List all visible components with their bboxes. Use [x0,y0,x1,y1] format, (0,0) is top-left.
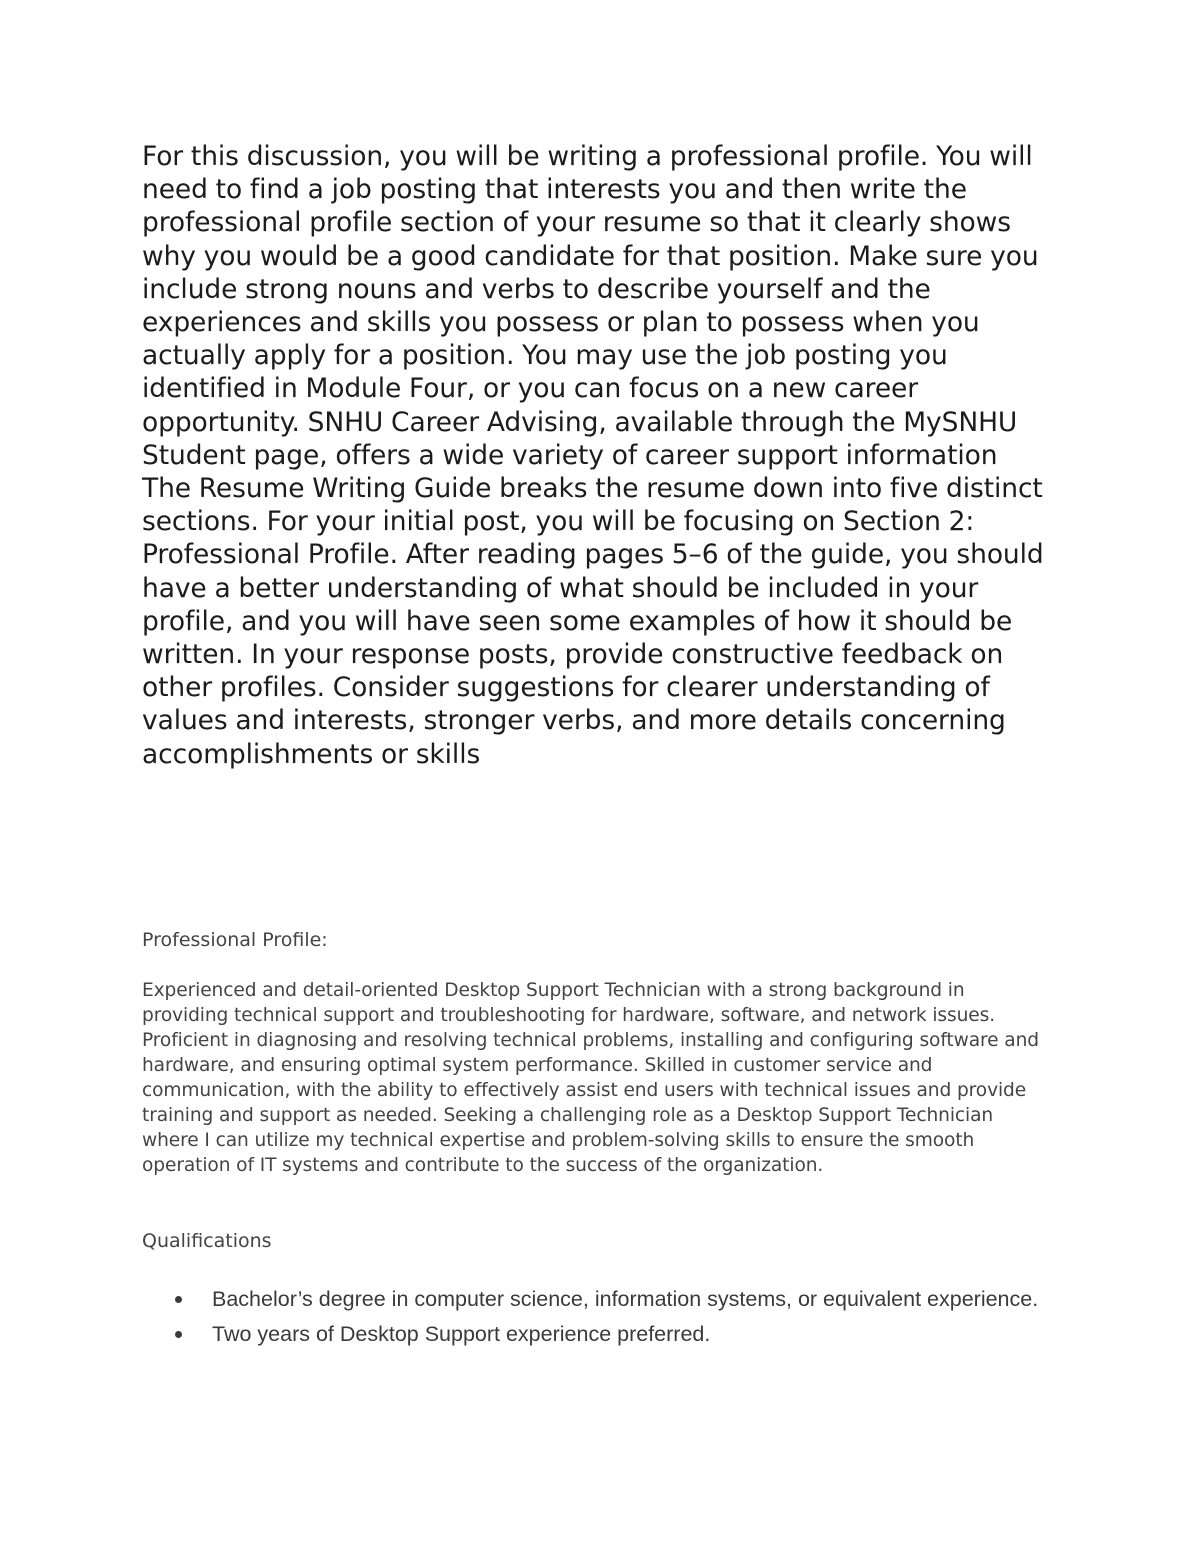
qualification-text: Bachelor’s degree in computer science, information systems, or equivalent experience. [212,1287,1039,1311]
list-item [142,1319,1052,1350]
bullet-icon [175,1296,182,1303]
list-item [142,1284,1052,1315]
qualifications-list [142,1284,1052,1354]
qualifications-heading: Qualifications [142,1230,272,1252]
professional-profile-heading: Professional Profile: [142,929,328,951]
discussion-prompt [142,140,1072,771]
prompt-paragraph-2: The Resume Writing Guide breaks the resume down into five distinct sections. For your initial post, you will be focusing on Section 2: Professional Profile. After reading pages 5–6 of the guide, you should have a better understanding of what should be included in your profile, and you will have seen some examples of how it should be written. In your response posts, provide constructive feedback on other profiles. Consider suggestions for clearer understanding of values and interests, stronger verbs, and more details concerning accomplishments or skills [142,473,1044,770]
qualification-text: Two years of Desktop Support experience preferred. [212,1322,711,1346]
professional-profile-body: Experienced and detail-oriented Desktop Support Technician with a strong background in providing technical support and troubleshooting for hardware, software, and network issues. Proficient in diagnosing and resolving technical problems, installing and configuring software and hardware, and ensuring optimal system performance. Skilled in customer service and communication, with the ability to effectively assist end users with technical issues and provide training and support as needed. Seeking a challenging role as a Desktop Support Technician where I can utilize my technical expertise and problem-solving skills to ensure the smooth operation of IT systems and contribute to the success of the organization. [142,980,1039,1177]
bullet-icon [175,1331,182,1338]
prompt-paragraph-1: For this discussion, you will be writing a professional profile. You will need to find a job posting that interests you and then write the professional profile section of your resume so that it clearly shows why you would be a good candidate for that position. Make sure you include strong nouns and verbs to describe yourself and the experiences and skills you possess or plan to possess when you actually apply for a position. You may use the job posting you identified in Module Four, or you can focus on a new career opportunity. SNHU Career Advising, available through the MySNHU Student page, offers a wide variety of career support information [142,141,1039,471]
